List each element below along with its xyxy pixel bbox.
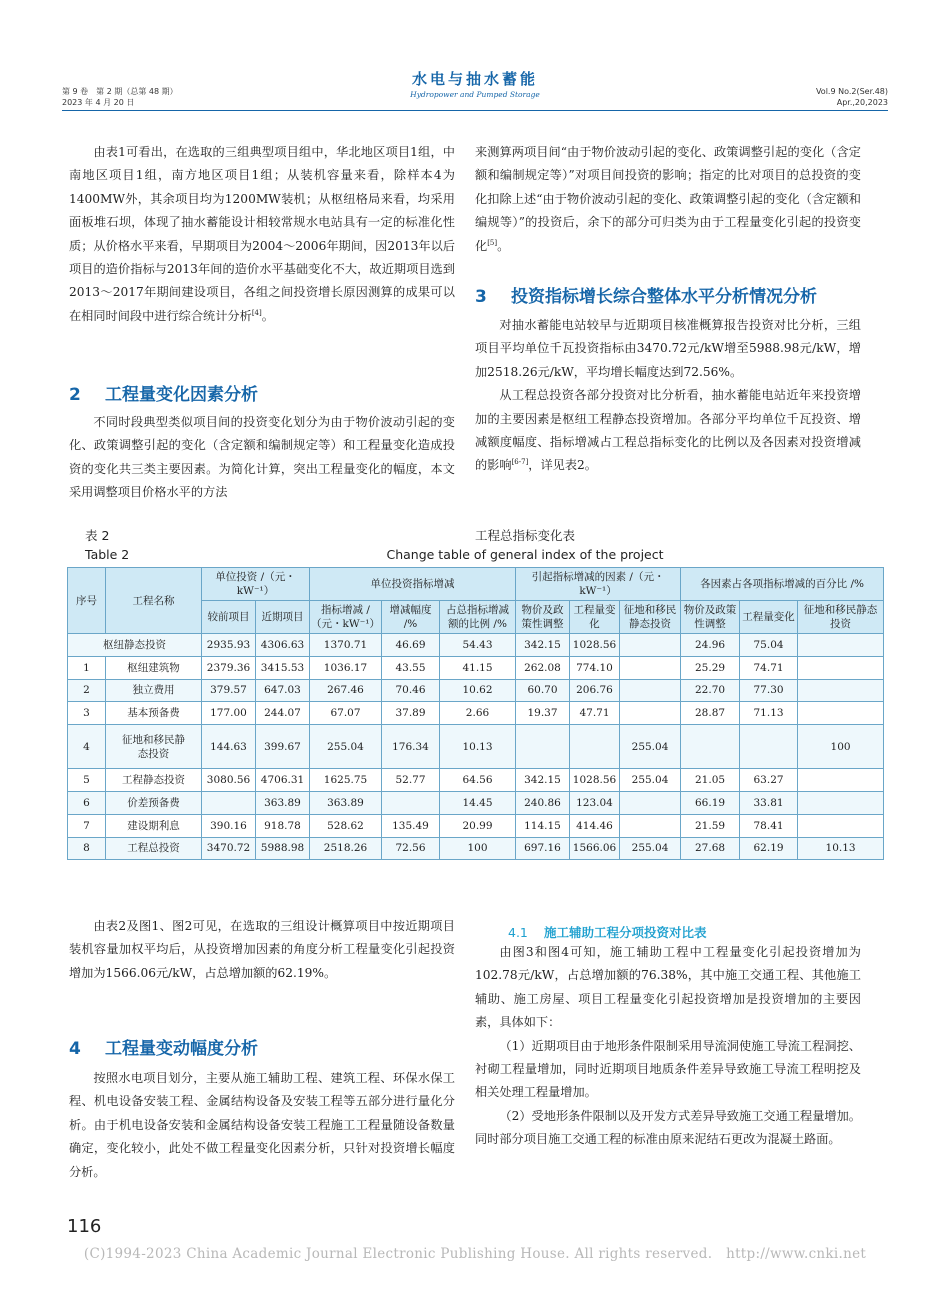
left-column-sec2 <box>69 411 455 505</box>
cell-pct-land <box>798 791 884 814</box>
index-change-table <box>67 567 884 860</box>
cell-seq: 4 <box>68 725 106 769</box>
cell-recent: 918.78 <box>256 814 310 837</box>
table-row <box>68 656 884 679</box>
cell-early: 390.16 <box>202 814 256 837</box>
cell-delta: 1036.17 <box>310 656 382 679</box>
paragraph: 对抽水蓄能电站较早与近期项目核准概算报告投资对比分析，三组项目平均单位千瓦投资指标由3470.72元/kW增至5988.98元/kW，增加2518.26元/kW，平均增长幅度达到72.56%。 <box>475 318 861 379</box>
header-share: 占总指标增减额的比例 /% <box>440 601 516 634</box>
section-4-heading: 4 工程量变动幅度分析 <box>69 1039 258 1059</box>
cell-name: 基本预备费 <box>106 702 202 725</box>
cell-share: 54.43 <box>440 634 516 657</box>
cell-rate: 52.77 <box>382 769 440 792</box>
cell-cause-price: 114.15 <box>516 814 570 837</box>
table-title: 工程总指标变化表 <box>474 528 575 543</box>
table-row <box>68 679 884 702</box>
paragraph: （1）近期项目由于地形条件限制采用导流洞使施工导流工程洞挖、衬砌工程量增加，同时近期项目地质条件差异导致施工导流工程明挖及相关处理工程量增加。 <box>475 1038 861 1100</box>
issue-date-en: Apr.,20,2023 <box>836 98 888 107</box>
cell-delta: 67.07 <box>310 702 382 725</box>
cell-pct-price: 27.68 <box>681 837 740 860</box>
header-pct-price: 物价及政策性调整 <box>681 601 740 634</box>
cell-cause-qty <box>570 725 620 769</box>
cell-share: 100 <box>440 837 516 860</box>
cell-cause-qty: 123.04 <box>570 791 620 814</box>
cell-seq: 7 <box>68 814 106 837</box>
cell-pct-qty: 62.19 <box>740 837 798 860</box>
cell-cause-price: 240.86 <box>516 791 570 814</box>
cell-pct-price: 28.87 <box>681 702 740 725</box>
cell-rate: 43.55 <box>382 656 440 679</box>
header-recent: 近期项目 <box>256 601 310 634</box>
issue-volume: 第 9 卷 第 2 期（总第 48 期） <box>62 87 178 96</box>
cell-pct-price: 24.96 <box>681 634 740 657</box>
cell-pct-qty: 71.13 <box>740 702 798 725</box>
cell-pct-land <box>798 702 884 725</box>
left-column-sec4 <box>69 1067 455 1184</box>
section-4-1-heading: 4.1 施工辅助工程分项投资对比表 <box>508 925 707 940</box>
header-unit-investment: 单位投资 /（元・kW⁻¹） <box>202 568 310 601</box>
cell-recent: 647.03 <box>256 679 310 702</box>
cell-name: 工程静态投资 <box>106 769 202 792</box>
header-cause-land: 征地和移民静态投资 <box>620 601 681 634</box>
cell-rate: 176.34 <box>382 725 440 769</box>
cell-share: 14.45 <box>440 791 516 814</box>
left-column-bottom <box>69 915 455 985</box>
cell-rate: 37.89 <box>382 702 440 725</box>
cell-name: 枢纽建筑物 <box>106 656 202 679</box>
table-row <box>68 634 884 657</box>
cell-pct-land <box>798 679 884 702</box>
cell-early: 144.63 <box>202 725 256 769</box>
cell-early: 3470.72 <box>202 837 256 860</box>
paragraph: 由图3和图4可知，施工辅助工程中工程量变化引起投资增加为102.78元/kW，占总增加额的76.38%，其中施工交通工程、其他施工辅助、施工房屋、项目工程量变化引起投资增加是投资增加的主要因素，具体如下： <box>475 945 861 1030</box>
cell-recent: 4706.31 <box>256 769 310 792</box>
header-seq: 序号 <box>68 568 106 634</box>
cell-delta: 255.04 <box>310 725 382 769</box>
cell-pct-land <box>798 634 884 657</box>
cell-rate: 70.46 <box>382 679 440 702</box>
right-column-sec3 <box>475 314 861 478</box>
cell-pct-land <box>798 814 884 837</box>
journal-masthead <box>0 68 950 99</box>
cell-seq: 6 <box>68 791 106 814</box>
table-row <box>68 837 884 860</box>
cell-early: 379.57 <box>202 679 256 702</box>
header-unit-change: 单位投资指标增减 <box>310 568 516 601</box>
cell-share: 2.66 <box>440 702 516 725</box>
cell-seq: 8 <box>68 837 106 860</box>
cell-cause-price: 342.15 <box>516 634 570 657</box>
header-delta: 指标增减 /（元・kW⁻¹） <box>310 601 382 634</box>
cell-pct-land: 10.13 <box>798 837 884 860</box>
cell-cause-land <box>620 679 681 702</box>
cell-name: 征地和移民静态投资 <box>106 725 202 769</box>
cell-early: 2935.93 <box>202 634 256 657</box>
paragraph: 由表2及图1、图2可见，在选取的三组设计概算项目中按近期项目装机容量加权平均后，从投资增加因素的角度分析工程量变化引起投资增加为1566.06元/kW，占总增加额的62.19%。 <box>69 919 455 980</box>
issue-info-en <box>816 86 888 108</box>
cell-pct-qty: 63.27 <box>740 769 798 792</box>
header-percentage: 各因素占各项指标增减的百分比 /% <box>681 568 884 601</box>
table-label-en: Table 2 <box>85 547 130 562</box>
paragraph: 从工程总投资各部分投资对比分析看，抽水蓄能电站近年来投资增加的主要因素是枢纽工程静态投资增加。各部分平均单位千瓦投资、增减额度幅度、指标增减占工程总指标变化的比例以及各因素对投资增减的影响[6-7]，详见表2。 <box>475 388 861 473</box>
cell-name: 枢纽静态投资 <box>68 634 202 657</box>
cell-pct-qty: 33.81 <box>740 791 798 814</box>
paragraph: 由表1可看出，在选取的三组典型项目组中，华北地区项目1组，中南地区项目1组，南方地区项目1组；从装机容量来看，除样本4为1400MW外，其余项目均为1200MW装机；从枢纽格局来看，均采用面板堆石坝，体现了抽水蓄能设计相较常规水电站具有一定的标准化性质；从价格水平来看，早期项目为2004～2006年期间，因2013年以后项目的造价指标与2013年间的造价水平基础变化不大，故近期项目选到2013～2017年期间建设项目，各组之间投资增长原因测算的成果可以在相同时间段中进行综合统计分析[4]。 <box>69 145 455 323</box>
cell-delta: 528.62 <box>310 814 382 837</box>
cell-seq: 5 <box>68 769 106 792</box>
cell-cause-land <box>620 791 681 814</box>
header-rate: 增减幅度 /% <box>382 601 440 634</box>
cell-cause-qty: 1566.06 <box>570 837 620 860</box>
table-row <box>68 769 884 792</box>
cell-recent: 399.67 <box>256 725 310 769</box>
cell-rate: 46.69 <box>382 634 440 657</box>
journal-title-en: Hydropower and Pumped Storage <box>410 90 540 99</box>
cell-cause-land: 255.04 <box>620 725 681 769</box>
header-name: 工程名称 <box>106 568 202 634</box>
cell-cause-qty: 47.71 <box>570 702 620 725</box>
cell-share: 41.15 <box>440 656 516 679</box>
cell-early: 3080.56 <box>202 769 256 792</box>
cell-pct-price <box>681 725 740 769</box>
cell-share: 10.13 <box>440 725 516 769</box>
cell-early <box>202 791 256 814</box>
cell-pct-price: 66.19 <box>681 791 740 814</box>
cell-cause-land <box>620 814 681 837</box>
cell-cause-qty: 1028.56 <box>570 769 620 792</box>
cell-pct-price: 25.29 <box>681 656 740 679</box>
table-row <box>68 814 884 837</box>
section-3-heading: 3 投资指标增长综合整体水平分析情况分析 <box>475 287 817 307</box>
cell-cause-price: 60.70 <box>516 679 570 702</box>
cell-pct-qty: 77.30 <box>740 679 798 702</box>
table-title-en: Change table of general index of the project <box>386 547 664 562</box>
cell-seq: 3 <box>68 702 106 725</box>
cell-recent: 244.07 <box>256 702 310 725</box>
header-early: 较前项目 <box>202 601 256 634</box>
page-number: 116 <box>67 1216 102 1237</box>
table-row <box>68 702 884 725</box>
cell-name: 价差预备费 <box>106 791 202 814</box>
copyright-footer: (C)1994-2023 China Academic Journal Electronic Publishing House. All rights reserved. http://www.cnki.net <box>83 1246 867 1262</box>
right-column-top <box>475 141 861 258</box>
cell-cause-price: 19.37 <box>516 702 570 725</box>
cell-rate <box>382 791 440 814</box>
cell-cause-land: 255.04 <box>620 837 681 860</box>
cell-cause-qty: 1028.56 <box>570 634 620 657</box>
cell-cause-price: 342.15 <box>516 769 570 792</box>
cell-recent: 363.89 <box>256 791 310 814</box>
table-row <box>68 725 884 769</box>
cell-name: 独立费用 <box>106 679 202 702</box>
cell-cause-land <box>620 634 681 657</box>
header-cause: 引起指标增减的因素 /（元・kW⁻¹） <box>516 568 681 601</box>
section-2-heading: 2 工程量变化因素分析 <box>69 385 258 405</box>
issue-date: 2023 年 4 月 20 日 <box>62 98 135 107</box>
cell-pct-land <box>798 656 884 679</box>
issue-volume-en: Vol.9 No.2(Ser.48) <box>815 87 888 96</box>
paragraph: 按照水电项目划分，主要从施工辅助工程、建筑工程、环保水保工程、机电设备安装工程、金属结构设备及安装工程等五部分进行量化分析。由于机电设备安装和金属结构设备安装工程施工工程量随设备数量确定，变化较小，此处不做工程量变化因素分析，只针对投资增长幅度分析。 <box>69 1071 455 1179</box>
cell-pct-price: 22.70 <box>681 679 740 702</box>
cell-cause-land <box>620 702 681 725</box>
cell-cause-qty: 206.76 <box>570 679 620 702</box>
cell-early: 177.00 <box>202 702 256 725</box>
cell-delta: 1625.75 <box>310 769 382 792</box>
cell-cause-qty: 414.46 <box>570 814 620 837</box>
right-column-sec4-1 <box>475 941 861 1152</box>
paragraph: （2）受地形条件限制以及开发方式差异导致施工交通工程量增加。同时部分项目施工交通工程的标准由原来泥结石更改为混凝土路面。 <box>475 1108 861 1147</box>
header-cause-qty: 工程量变化 <box>570 601 620 634</box>
cell-share: 20.99 <box>440 814 516 837</box>
cell-pct-qty: 74.71 <box>740 656 798 679</box>
cell-rate: 135.49 <box>382 814 440 837</box>
cell-pct-land: 100 <box>798 725 884 769</box>
cell-early: 2379.36 <box>202 656 256 679</box>
cell-delta: 2518.26 <box>310 837 382 860</box>
cell-cause-land <box>620 656 681 679</box>
cell-cause-price: 262.08 <box>516 656 570 679</box>
cell-cause-land: 255.04 <box>620 769 681 792</box>
cell-pct-qty: 75.04 <box>740 634 798 657</box>
cell-rate: 72.56 <box>382 837 440 860</box>
cell-delta: 1370.71 <box>310 634 382 657</box>
cell-pct-price: 21.59 <box>681 814 740 837</box>
cell-pct-qty: 78.41 <box>740 814 798 837</box>
cell-name: 工程总投资 <box>106 837 202 860</box>
cell-cause-price: 697.16 <box>516 837 570 860</box>
header-rule <box>62 110 888 111</box>
cell-seq: 2 <box>68 679 106 702</box>
cell-cause-qty: 774.10 <box>570 656 620 679</box>
cell-pct-qty <box>740 725 798 769</box>
cell-delta: 267.46 <box>310 679 382 702</box>
cell-pct-price: 21.05 <box>681 769 740 792</box>
table-row <box>68 791 884 814</box>
header-pct-qty: 工程量变化 <box>740 601 798 634</box>
cell-seq: 1 <box>68 656 106 679</box>
header-pct-land: 征地和移民静态投资 <box>798 601 884 634</box>
cell-delta: 363.89 <box>310 791 382 814</box>
header-cause-price: 物价及政策性调整 <box>516 601 570 634</box>
cell-recent: 3415.53 <box>256 656 310 679</box>
cell-share: 10.62 <box>440 679 516 702</box>
cell-share: 64.56 <box>440 769 516 792</box>
cell-cause-price <box>516 725 570 769</box>
cell-recent: 5988.98 <box>256 837 310 860</box>
cell-name: 建设期利息 <box>106 814 202 837</box>
cell-recent: 4306.63 <box>256 634 310 657</box>
paragraph: 不同时段典型类似项目间的投资变化划分为由于物价波动引起的变化、政策调整引起的变化（含定额和编制规定等）和工程量变化造成投资的变化共三类主要因素。为简化计算，突出工程量变化的幅度，本文采用调整项目价格水平的方法 <box>69 415 455 500</box>
table-label: 表 2 <box>85 528 110 543</box>
left-column-top <box>69 141 455 328</box>
paragraph: 来测算两项目间“由于物价波动引起的变化、政策调整引起的变化（含定额和编制规定等）”对项目间投资的影响；指定的比对项目的总投资的变化扣除上述“由于物价波动引起的变化、政策调整引起的变化（含定额和编规等）”的投资后，余下的部分可归类为由于工程量变化引起的投资变化[5]。 <box>475 145 861 253</box>
cell-pct-land <box>798 769 884 792</box>
journal-title: 水电与抽水蓄能 <box>411 70 538 88</box>
